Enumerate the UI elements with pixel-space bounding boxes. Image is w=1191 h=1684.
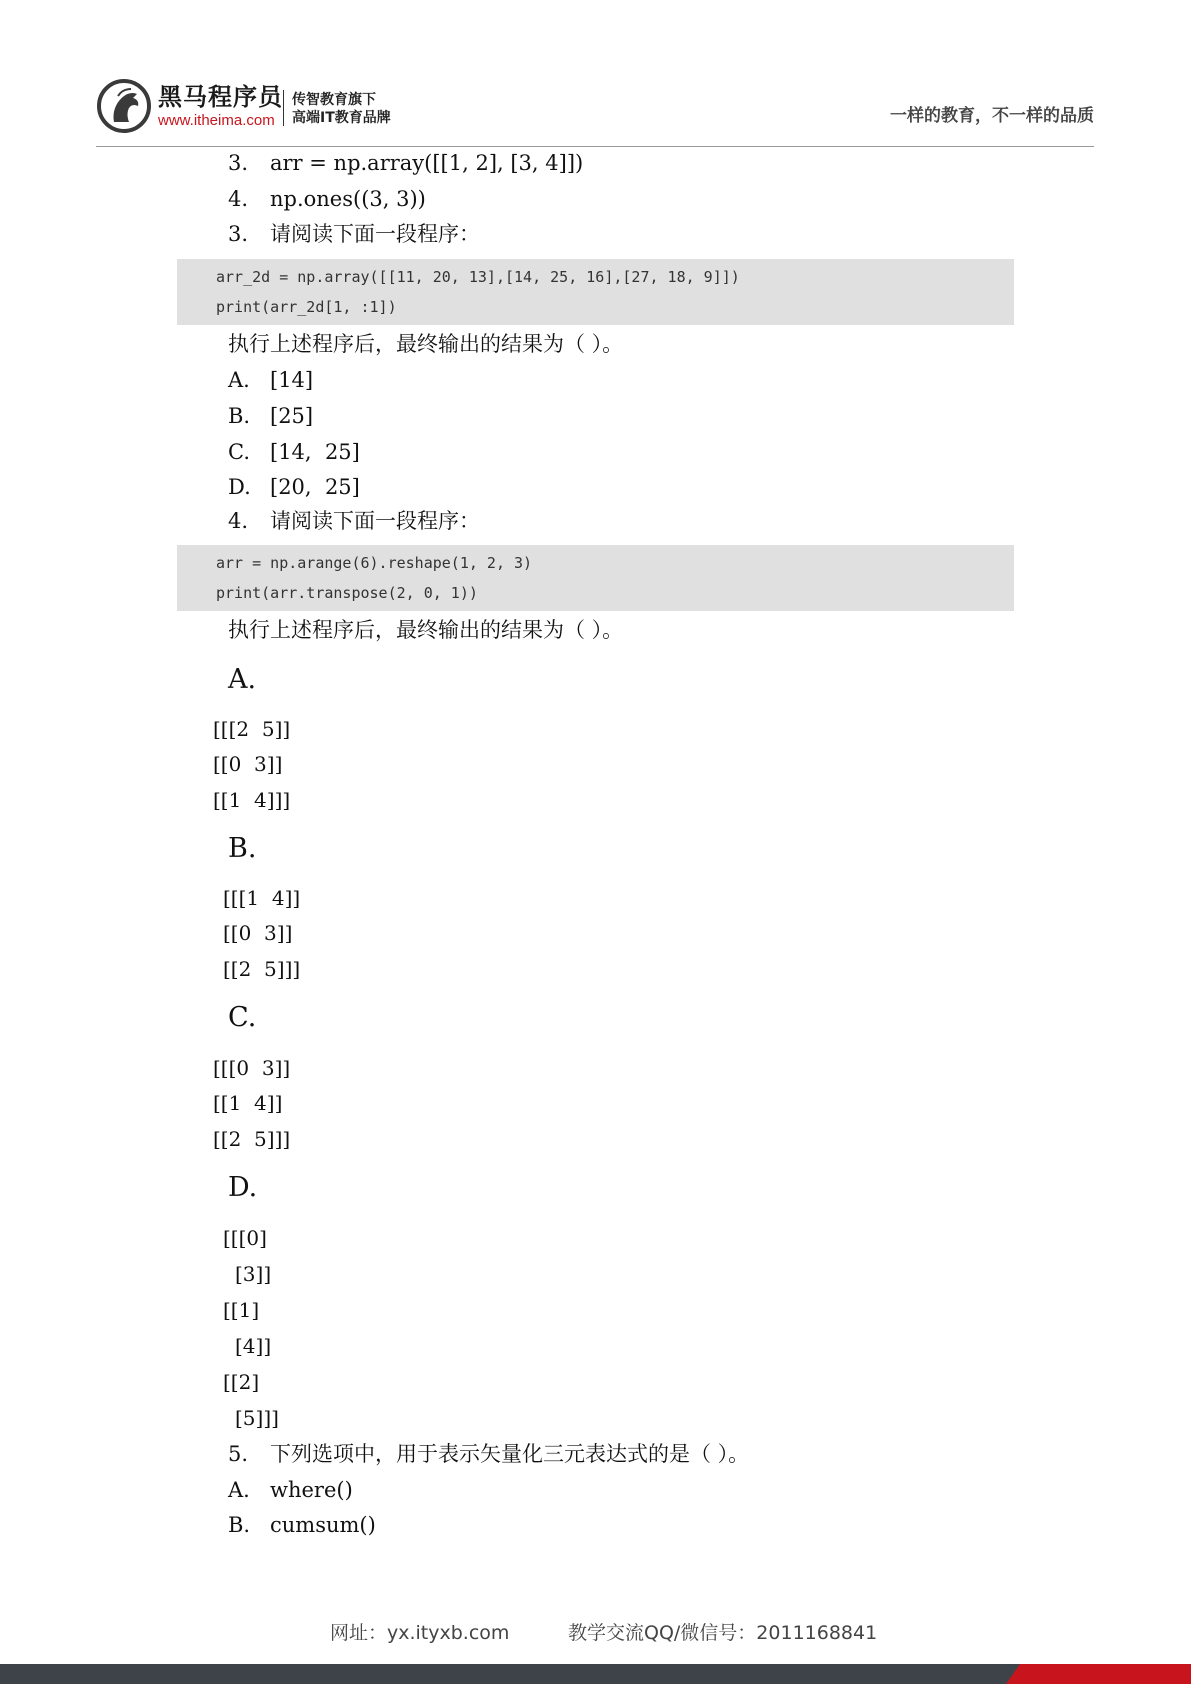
array-line: [[[0 3]] xyxy=(213,1056,291,1080)
array-line: [3]] xyxy=(235,1262,272,1286)
question-prompt: 请阅读下面一段程序： xyxy=(270,222,480,246)
question-stem: 执行上述程序后，最终输出的结果为（ ）。 xyxy=(228,332,624,356)
code-block xyxy=(177,259,1014,325)
array-line: [[1 4]]] xyxy=(213,788,291,812)
brand-tagline-2: 高端IT教育品牌 xyxy=(292,110,391,126)
code-line: arr_2d = np.array([[11, 20, 13],[14, 25, 16],[27, 18, 9]]) xyxy=(216,268,740,286)
option-text: [20, 25] xyxy=(270,475,360,499)
option-letter: B. xyxy=(228,404,251,428)
option-letter: B. xyxy=(228,1513,251,1537)
array-line: [4]] xyxy=(235,1334,272,1358)
horse-logo-icon xyxy=(96,78,152,134)
option-letter: A. xyxy=(228,368,250,392)
array-line: [[[1 4]] xyxy=(223,886,301,910)
footer-contact: 教学交流QQ/微信号：2011168841 xyxy=(568,1622,878,1644)
array-line: [[0 3]] xyxy=(223,921,293,945)
option-text: where() xyxy=(270,1478,353,1502)
question-prompt: 下列选项中，用于表示矢量化三元表达式的是（ ）。 xyxy=(270,1442,750,1466)
option-letter: A. xyxy=(228,1478,250,1502)
option-letter: D. xyxy=(228,1172,258,1203)
footer-bar xyxy=(0,1664,1191,1684)
page-header xyxy=(96,78,1094,136)
array-line: [[0 3]] xyxy=(213,752,283,776)
question-prompt: 请阅读下面一段程序： xyxy=(270,509,480,533)
question-number: 4. xyxy=(228,509,249,533)
array-line: [[1] xyxy=(223,1298,260,1322)
brand-tagline-1: 传智教育旗下 xyxy=(292,92,376,108)
array-line: [[2 5]]] xyxy=(223,957,301,981)
question-stem: 执行上述程序后，最终输出的结果为（ ）。 xyxy=(228,618,624,642)
option-text: [14] xyxy=(270,368,314,392)
code-block xyxy=(177,545,1014,611)
code-line: arr = np.arange(6).reshape(1, 2, 3) xyxy=(216,554,533,572)
array-line: [[2] xyxy=(223,1370,260,1394)
array-line: [[1 4]] xyxy=(213,1091,283,1115)
option-letter: D. xyxy=(228,475,251,499)
code-line: print(arr.transpose(2, 0, 1)) xyxy=(216,584,478,602)
option-text: cumsum() xyxy=(270,1513,376,1537)
brand-url: www.itheima.com xyxy=(158,112,275,129)
option-text: arr = np.array([[1, 2], [3, 4]]) xyxy=(270,151,584,175)
question-number: 3. xyxy=(228,222,249,246)
array-line: [5]]] xyxy=(235,1406,279,1430)
slogan: 一样的教育，不一样的品质 xyxy=(890,106,1094,126)
brand-divider xyxy=(283,90,284,126)
question-number: 5. xyxy=(228,1442,249,1466)
option-letter: B. xyxy=(228,833,257,864)
option-text: [14, 25] xyxy=(270,440,360,464)
array-line: [[[0] xyxy=(223,1226,267,1250)
option-number: 3. xyxy=(228,151,249,175)
brand-name: 黑马程序员 xyxy=(158,83,283,111)
option-number: 4. xyxy=(228,187,249,211)
header-rule xyxy=(96,146,1094,147)
option-text: np.ones((3, 3)) xyxy=(270,187,426,211)
option-letter: A. xyxy=(228,664,257,695)
option-text: [25] xyxy=(270,404,314,428)
option-letter: C. xyxy=(228,1002,257,1033)
array-line: [[[2 5]] xyxy=(213,717,291,741)
code-line: print(arr_2d[1, :1]) xyxy=(216,298,397,316)
footer-site: 网址：yx.ityxb.com xyxy=(330,1622,510,1644)
option-letter: C. xyxy=(228,440,250,464)
array-line: [[2 5]]] xyxy=(213,1127,291,1151)
